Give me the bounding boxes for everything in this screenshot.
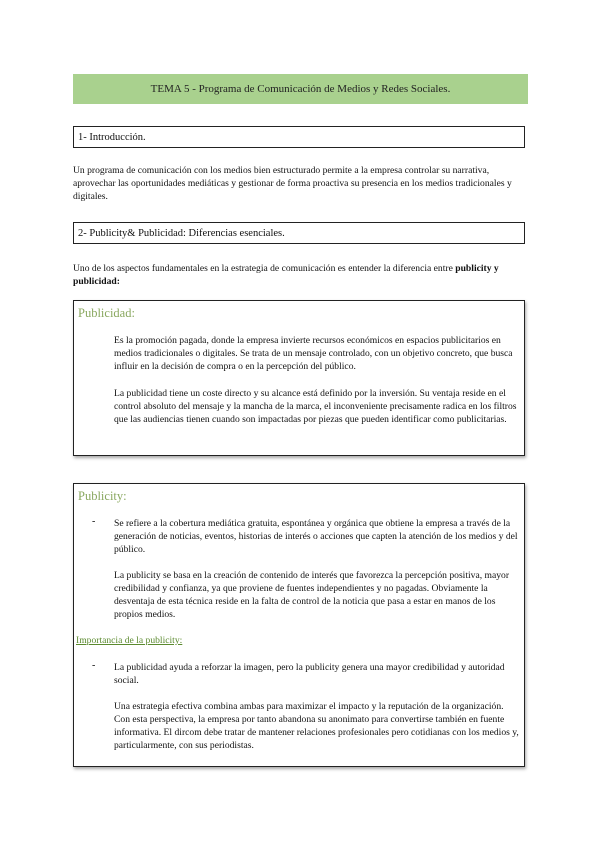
publicity-paragraph-2: La publicity se basa en la creación de contenido de interés que favorezca la percepción positiva, mayor credibilidad y confianza, ya que proviene de fuentes independientes y no pagadas. Obviamente la desventaja de esta técnica reside en la falta de control de la noticia que pasa a estar en manos de los propios medios. [114, 570, 510, 620]
section-2-intro-text: Uno de los aspectos fundamentales en la estrategia de comunicación es entender la diferencia entre [73, 263, 453, 274]
bullet-marker: - [92, 660, 96, 671]
publicity-title: Publicity: [78, 489, 127, 503]
section-2-heading-box [73, 222, 525, 244]
publicity-paragraph-3: La publicidad ayuda a reforzar la imagen, pero la publicity genera una mayor credibilidad y autoridad social. [114, 662, 505, 686]
importance-heading: Importancia de la publicity: [76, 635, 183, 646]
publicity-card [73, 483, 525, 767]
publicity-paragraph-4: Una estrategia efectiva combina ambas para maximizar el impacto y la reputación de la organización. Con esta perspectiva, la empresa por tanto abandona su anonimato para convertirse también en fuente informativa. El dircom debe tratar de mantener relaciones profesionales pero cotidianas con los medios y, particularmente, con sus periodistas. [114, 701, 519, 751]
section-1-heading-box [73, 126, 525, 148]
section-1-heading: 1- Introducción. [78, 131, 146, 143]
publicidad-paragraph-1: Es la promoción pagada, donde la empresa invierte recursos económicos en espacios publicitarios en medios tradicionales o digitales. Se trata de un mensaje controlado, con un objetivo concreto, que busca influir en la decisión de compra o en la percepción del público. [114, 335, 513, 372]
section-2-heading: 2- Publicity& Publicidad: Diferencias esenciales. [78, 227, 285, 239]
publicity-paragraph-1: Se refiere a la cobertura mediática gratuita, espontánea y orgánica que obtiene la empresa a través de la generación de noticias, eventos, historias de interés o acciones que capten la atención de los medios y del público. [114, 518, 518, 555]
section-1-body: Un programa de comunicación con los medios bien estructurado permite a la empresa controlar su narrativa, aprovechar las oportunidades mediáticas y gestionar de forma proactiva su presencia en los medios tradicionales y digitales. [73, 165, 512, 202]
document-title-text: TEMA 5 - Programa de Comunicación de Medios y Redes Sociales. [150, 83, 451, 95]
document-title [73, 74, 528, 104]
publicidad-paragraph-2: La publicidad tiene un coste directo y su alcance está definido por la inversión. Su ventaja reside en el control absoluto del mensaje y la mancha de la marca, el inconveniente precisamente radica en los filtros que las audiencias tienen cuando son impactadas por piezas que pueden identificar como publicitarias. [114, 388, 517, 425]
section-2-intro-bold: publicity y publicidad: [73, 263, 499, 287]
section-2-intro [73, 262, 528, 288]
publicidad-card [73, 300, 525, 456]
bullet-marker: - [92, 516, 96, 527]
publicidad-title: Publicidad: [78, 306, 135, 320]
